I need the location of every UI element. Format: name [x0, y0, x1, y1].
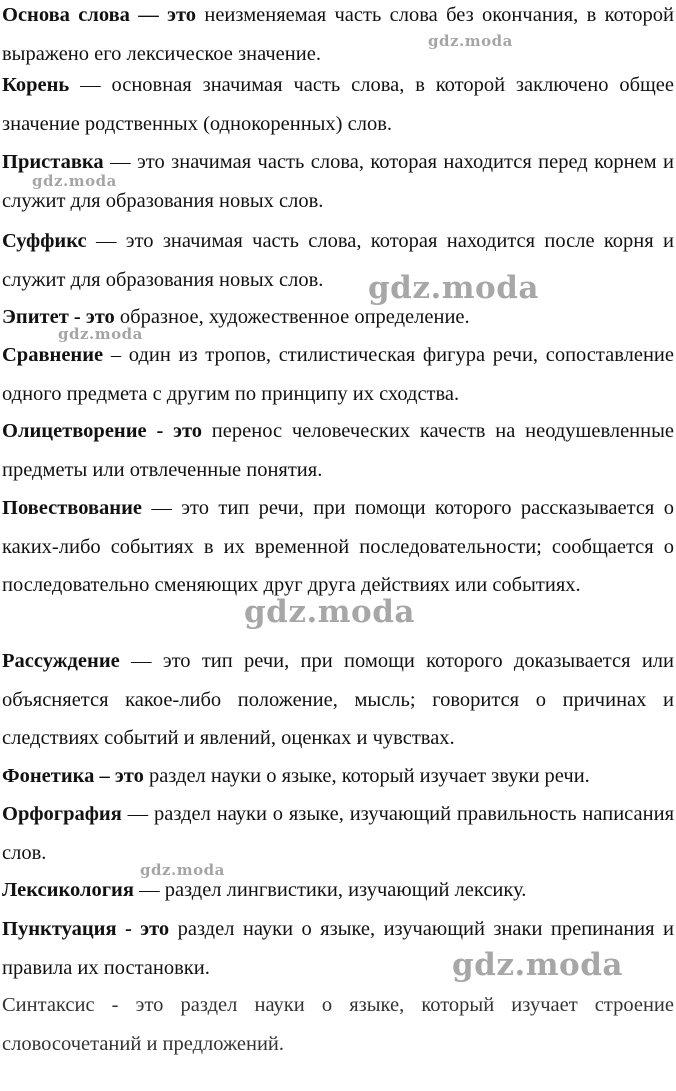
term: Фонетика [2, 765, 95, 787]
watermark: gdz.moda [428, 32, 513, 50]
term: Пунктуация [2, 918, 117, 940]
term: Приставка [2, 151, 104, 173]
term-tail: - это [146, 420, 202, 442]
definition-text: — это тип речи, при помощи которого рассказывается о каких-либо событиях в их временной последовательности; сообщается о последовательно сменяющих друг друга действиях или событиях. [2, 497, 674, 596]
watermark: gdz.moda [58, 325, 143, 343]
definition-sravnenie [2, 336, 674, 413]
watermark: gdz.moda [368, 270, 539, 306]
definition-text: перенос человеческих качеств на неодушевленные предметы или отвлеченные понятия. [2, 420, 674, 481]
definition-olicetvorenie [2, 412, 674, 489]
term: Корень [2, 74, 70, 96]
term: Суффикс [2, 230, 87, 252]
definition-text: образное, художественное определение. [114, 306, 470, 328]
term: Орфография [2, 803, 122, 825]
definition-leksikologiya [2, 871, 674, 910]
definition-fonetika [2, 757, 674, 796]
definition-text: — раздел лингвистики, изучающий лексику. [133, 879, 527, 901]
definition-text: — это тип речи, при помощи которого доказывается или объясняется какое-либо положение, мысль; говорится о причинах и следствиях событий и явлений, оценках и чувствах. [2, 650, 674, 749]
term-tail: - это [68, 306, 115, 328]
definition-text: — раздел науки о языке, изучающий правильность написания слов. [2, 803, 674, 864]
watermark: gdz.moda [32, 172, 117, 190]
definition-povestvovanie [2, 489, 674, 605]
definition-suffiks [2, 222, 674, 299]
term-tail: - это [116, 918, 170, 940]
definition-text: — основная значимая часть слова, в которой заключено общее значение родственных (однокоренных) слов. [2, 74, 674, 135]
term: Повествование [2, 497, 142, 519]
term: Основа слова [2, 4, 130, 26]
definition-osnova [2, 0, 674, 73]
term: Рассуждение [2, 650, 120, 672]
term: Сравнение [2, 344, 104, 366]
term: Лексикология [2, 879, 134, 901]
term-tail: – это [94, 765, 144, 787]
definition-text: — это значимая часть слова, которая находится перед корнем и служит для образования новых слов. [2, 151, 674, 212]
definition-orfografiya [2, 795, 674, 872]
watermark: gdz.moda [140, 861, 225, 879]
definition-text: раздел науки о языке, изучающий знаки препинания и правила их постановки. [2, 918, 674, 979]
term: Олицетворение [2, 420, 147, 442]
definition-text: неизменяемая часть слова без окончания, в которой выражено его лексическое значение. [2, 4, 674, 65]
definition-text: — это значимая часть слова, которая находится после корня и служит для образования новых слов. [2, 230, 674, 291]
definition-text: Синтаксис - это раздел науки о языке, который изучает строение словосочетаний и предложений. [2, 994, 674, 1055]
definition-text: – один из тропов, стилистическая фигура речи, сопоставление одного предмета с другим по принципу их сходства. [2, 344, 674, 405]
watermark: gdz.moda [244, 594, 415, 630]
definition-koren [2, 66, 674, 143]
definition-text: раздел науки о языке, который изучает звуки речи. [143, 765, 590, 787]
term: Эпитет [2, 306, 69, 328]
term-tail: — это [129, 4, 197, 26]
definition-sintaksis [2, 986, 674, 1063]
watermark: gdz.moda [452, 947, 623, 983]
definition-rassuzhdenie [2, 642, 674, 758]
